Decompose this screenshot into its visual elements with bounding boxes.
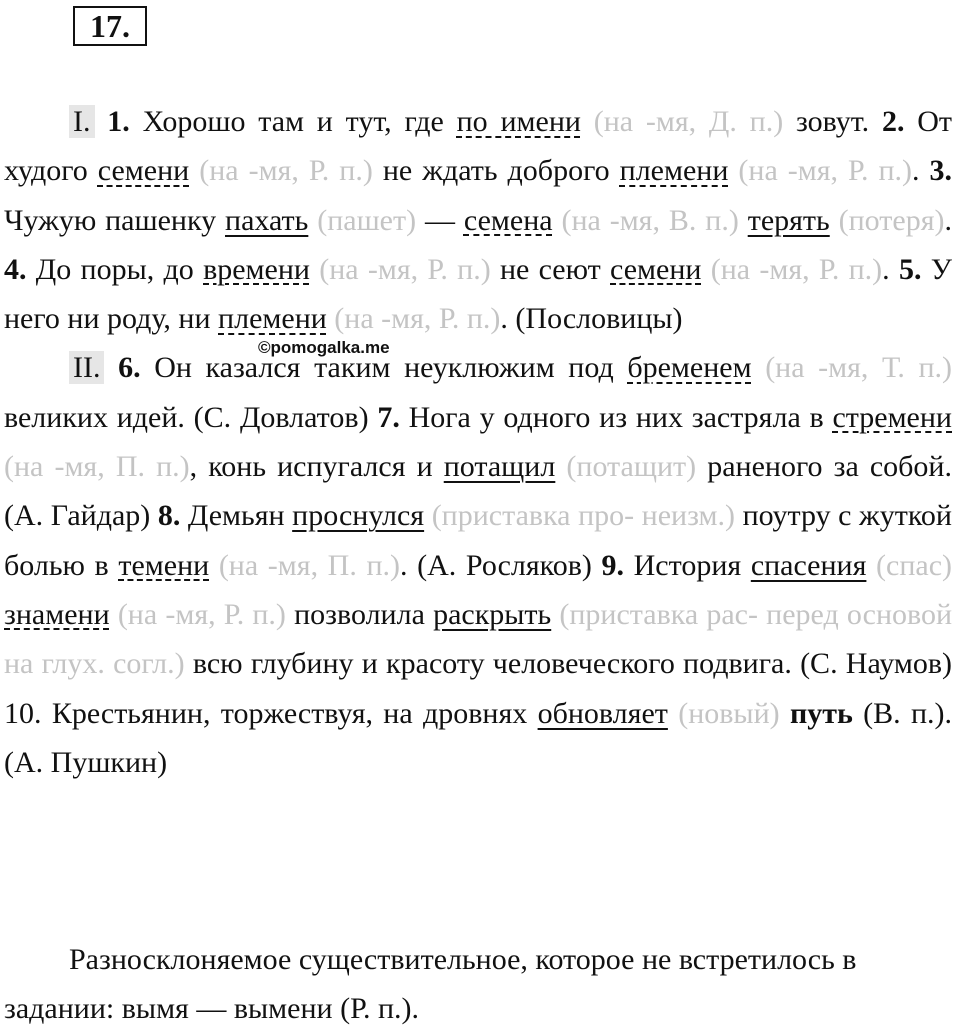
highlighted-word: семени [97, 154, 190, 188]
highlighted-word: темени [118, 548, 210, 582]
bold-word: путь [789, 696, 853, 730]
grammar-hint: (на -мя, Р. п.) [334, 302, 501, 336]
highlighted-word: терять [747, 203, 830, 237]
text-fragment: — [416, 203, 464, 237]
text-fragment: . [912, 154, 930, 188]
text-fragment: позволила [285, 597, 434, 631]
text-fragment: . (Пословицы) [500, 302, 683, 336]
text-fragment: (В. п.). (А. Пушкин) [4, 696, 952, 779]
text-fragment: Чужую пашенку [4, 203, 226, 237]
item-number: 9. [601, 548, 625, 582]
text-fragment: , конь испугался и [189, 450, 444, 484]
highlighted-word: спасения [750, 548, 867, 582]
text-fragment: . (А. Росляков) [400, 548, 602, 582]
item-number: 3. [929, 154, 953, 188]
highlighted-word: проснулся [292, 499, 425, 533]
text-fragment: Он казался таким неуклюжим под [140, 351, 628, 385]
grammar-hint: (на -мя, Р. п.) [738, 154, 913, 188]
section-two [4, 343, 952, 787]
item-number: 8. [157, 499, 181, 533]
section-one-label: I. [69, 105, 95, 138]
grammar-hint: (на -мя, В. п.) [561, 203, 739, 237]
text-fragment: не ждать доброго [372, 154, 620, 188]
text-fragment: . [944, 203, 952, 237]
section-one [4, 97, 952, 343]
text-fragment: От худого [4, 105, 952, 188]
highlighted-word: племени [218, 302, 327, 336]
text-fragment: Демьян [180, 499, 293, 533]
grammar-hint: (на -мя, Т. п.) [765, 351, 952, 385]
exercise-text [4, 97, 952, 787]
text-fragment: Нога у одного из них застряла в [399, 400, 833, 434]
grammar-hint: (на -мя, Р. п.) [710, 252, 883, 286]
item-number: 4. [4, 252, 27, 286]
final-note [4, 935, 952, 1034]
text-fragment: У него ни роду, ни [4, 252, 952, 336]
grammar-hint: (на -мя, Р. п.) [117, 597, 286, 631]
grammar-hint: (на -мя, П. п.) [4, 450, 190, 484]
watermark: ©pomogalka.me [258, 338, 390, 357]
highlighted-word: семени [610, 252, 702, 286]
task-number: 17. [73, 6, 147, 46]
item-number: 5. [898, 252, 922, 286]
highlighted-word: стремени [832, 400, 952, 434]
final-paragraph: Разносклоняемое существительное, которое не встретилось в задании: вымя — вымени (Р. п.). [4, 943, 857, 1026]
text-fragment: Хорошо там и тут, где [142, 105, 457, 138]
highlighted-word: семена [463, 203, 553, 237]
highlighted-word: раскрыть [433, 597, 552, 631]
text-fragment: История [624, 548, 751, 582]
grammar-hint: (приставка рас- перед основой на глух. согл.) [4, 597, 953, 681]
item-number: 7. [377, 400, 400, 434]
text-fragment: великих идей. (С. Довлатов) [4, 400, 378, 434]
grammar-hint: (новый) [678, 696, 780, 730]
text-fragment: До поры, до [26, 252, 204, 286]
text-fragment: . [882, 252, 899, 286]
grammar-hint: (пашет) [317, 203, 417, 237]
item-number: 1. [107, 105, 130, 138]
grammar-hint: (потеря) [838, 203, 945, 237]
highlighted-word: племени [619, 154, 729, 188]
highlighted-word: обновляет [537, 696, 668, 730]
text-fragment: раненого за собой. (А. Гайдар) [4, 450, 952, 533]
grammar-hint: (приставка про- неизм.) [431, 499, 736, 533]
text-fragment: всю глубину и красоту человеческого подвига. (С. Наумов) 10. Крестьянин, торжествуя, на дровнях [4, 647, 952, 730]
text-fragment: зовут. [783, 105, 882, 138]
grammar-hint: (на -мя, Д. п.) [593, 105, 784, 138]
text-fragment [780, 697, 790, 730]
highlighted-word: знамени [4, 597, 110, 631]
text-fragment: не сеют [490, 252, 611, 286]
highlighted-word: пахать [225, 203, 309, 237]
item-number: 6. [118, 351, 141, 385]
grammar-hint: (на -мя, Р. п.) [319, 252, 491, 286]
grammar-hint: (потащит) [566, 450, 697, 484]
highlighted-word: потащил [443, 450, 556, 484]
text-fragment [739, 204, 748, 237]
item-number: 2. [881, 105, 905, 138]
highlighted-word: бременем [627, 351, 752, 385]
highlighted-word: времени [203, 252, 310, 286]
highlighted-word: по имени [456, 105, 581, 138]
grammar-hint: (на -мя, Р. п.) [199, 154, 373, 188]
text-fragment: поутру с жуткой болью в [4, 499, 952, 582]
section-two-label: II. [69, 351, 104, 384]
grammar-hint: (на -мя, П. п.) [218, 548, 401, 582]
grammar-hint: (спас) [876, 548, 953, 582]
